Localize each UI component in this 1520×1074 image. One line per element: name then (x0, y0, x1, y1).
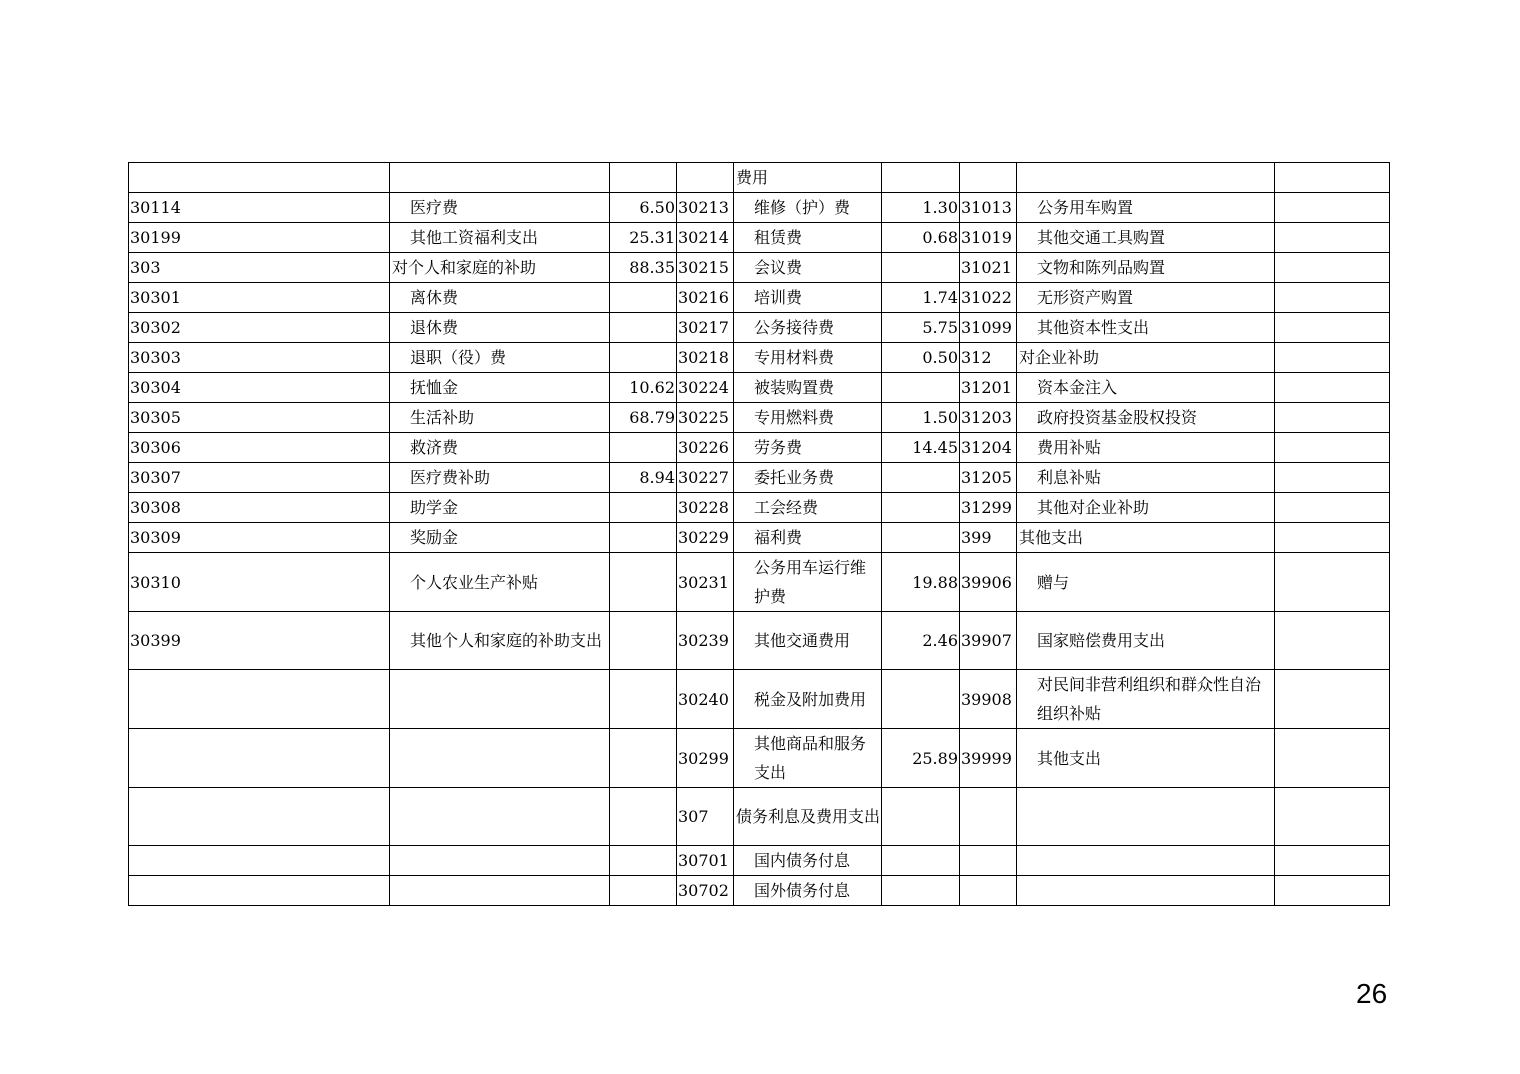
item-name-cell (1017, 788, 1275, 846)
item-name-cell: 生活补助 (390, 403, 610, 433)
table-row (129, 612, 1390, 670)
item-name-cell: 租赁费 (734, 223, 882, 253)
code-cell: 30399 (129, 612, 390, 670)
code-cell (129, 788, 390, 846)
code-cell: 39908 (960, 670, 1017, 729)
item-name-cell: 利息补贴 (1017, 463, 1275, 493)
code-cell (677, 163, 734, 193)
code-cell: 31205 (960, 463, 1017, 493)
item-name-cell: 文物和陈列品购置 (1017, 253, 1275, 283)
table-row (129, 223, 1390, 253)
item-name-cell (390, 846, 610, 876)
code-cell (960, 846, 1017, 876)
code-cell: 30308 (129, 493, 390, 523)
amount-cell (610, 729, 677, 788)
code-cell: 30239 (677, 612, 734, 670)
amount-cell (610, 846, 677, 876)
amount-cell: 1.30 (882, 193, 960, 223)
code-cell: 39999 (960, 729, 1017, 788)
code-cell: 31204 (960, 433, 1017, 463)
code-cell: 30215 (677, 253, 734, 283)
table-row (129, 846, 1390, 876)
code-cell: 307 (677, 788, 734, 846)
code-cell (960, 163, 1017, 193)
item-name-cell: 国内债务付息 (734, 846, 882, 876)
item-name-cell: 助学金 (390, 493, 610, 523)
item-name-cell: 其他交通费用 (734, 612, 882, 670)
code-cell: 30218 (677, 343, 734, 373)
code-cell: 30225 (677, 403, 734, 433)
item-name-cell: 其他支出 (1017, 729, 1275, 788)
amount-cell (882, 846, 960, 876)
code-cell: 30226 (677, 433, 734, 463)
code-cell: 30213 (677, 193, 734, 223)
item-name-cell: 赠与 (1017, 553, 1275, 612)
table-row (129, 403, 1390, 433)
item-name-cell: 公务用车运行维护费 (734, 553, 882, 612)
code-cell: 30229 (677, 523, 734, 553)
amount-cell (1275, 373, 1390, 403)
item-name-cell (390, 788, 610, 846)
item-name-cell: 抚恤金 (390, 373, 610, 403)
item-name-cell: 公务接待费 (734, 313, 882, 343)
item-name-cell: 费用补贴 (1017, 433, 1275, 463)
code-cell: 30307 (129, 463, 390, 493)
item-name-cell: 维修（护）费 (734, 193, 882, 223)
code-cell: 39906 (960, 553, 1017, 612)
code-cell: 30214 (677, 223, 734, 253)
page-number: 26 (1356, 978, 1388, 1009)
item-name-cell: 医疗费补助 (390, 463, 610, 493)
item-name-cell: 会议费 (734, 253, 882, 283)
amount-cell (882, 876, 960, 906)
item-name-cell: 公务用车购置 (1017, 193, 1275, 223)
amount-cell (610, 493, 677, 523)
table-row (129, 373, 1390, 403)
code-cell (129, 670, 390, 729)
code-cell: 30301 (129, 283, 390, 313)
amount-cell (882, 788, 960, 846)
code-cell: 31013 (960, 193, 1017, 223)
item-name-cell: 税金及附加费用 (734, 670, 882, 729)
table-row (129, 313, 1390, 343)
amount-cell: 19.88 (882, 553, 960, 612)
amount-cell (1275, 193, 1390, 223)
item-name-cell: 对企业补助 (1017, 343, 1275, 373)
code-cell: 399 (960, 523, 1017, 553)
item-name-cell: 其他工资福利支出 (390, 223, 610, 253)
item-name-cell (390, 163, 610, 193)
code-cell: 30302 (129, 313, 390, 343)
item-name-cell (1017, 846, 1275, 876)
amount-cell (610, 553, 677, 612)
item-name-cell: 专用燃料费 (734, 403, 882, 433)
code-cell: 30299 (677, 729, 734, 788)
item-name-cell: 无形资产购置 (1017, 283, 1275, 313)
code-cell (129, 876, 390, 906)
item-name-cell: 费用 (734, 163, 882, 193)
code-cell: 30702 (677, 876, 734, 906)
code-cell: 30309 (129, 523, 390, 553)
code-cell: 30227 (677, 463, 734, 493)
amount-cell (1275, 313, 1390, 343)
amount-cell (610, 313, 677, 343)
item-name-cell (390, 670, 610, 729)
amount-cell (882, 253, 960, 283)
amount-cell (1275, 729, 1390, 788)
code-cell (129, 846, 390, 876)
amount-cell (610, 523, 677, 553)
amount-cell: 14.45 (882, 433, 960, 463)
item-name-cell: 福利费 (734, 523, 882, 553)
amount-cell (1275, 788, 1390, 846)
table-row (129, 253, 1390, 283)
amount-cell (1275, 876, 1390, 906)
amount-cell (1275, 163, 1390, 193)
amount-cell (882, 373, 960, 403)
amount-cell (1275, 433, 1390, 463)
item-name-cell: 离休费 (390, 283, 610, 313)
item-name-cell: 对民间非营利组织和群众性自治组织补贴 (1017, 670, 1275, 729)
amount-cell (610, 163, 677, 193)
amount-cell: 1.50 (882, 403, 960, 433)
amount-cell: 8.94 (610, 463, 677, 493)
amount-cell (1275, 612, 1390, 670)
item-name-cell: 医疗费 (390, 193, 610, 223)
amount-cell (1275, 493, 1390, 523)
item-name-cell: 国外债务付息 (734, 876, 882, 906)
amount-cell (1275, 846, 1390, 876)
table-row (129, 463, 1390, 493)
item-name-cell: 其他支出 (1017, 523, 1275, 553)
amount-cell (610, 670, 677, 729)
item-name-cell: 其他商品和服务支出 (734, 729, 882, 788)
expenditure-table (128, 162, 1390, 906)
table-row (129, 670, 1390, 729)
amount-cell (1275, 253, 1390, 283)
item-name-cell: 资本金注入 (1017, 373, 1275, 403)
amount-cell (882, 523, 960, 553)
amount-cell: 0.68 (882, 223, 960, 253)
item-name-cell: 退休费 (390, 313, 610, 343)
code-cell: 30224 (677, 373, 734, 403)
amount-cell: 10.62 (610, 373, 677, 403)
item-name-cell: 奖励金 (390, 523, 610, 553)
item-name-cell: 个人农业生产补贴 (390, 553, 610, 612)
code-cell (129, 163, 390, 193)
amount-cell (610, 612, 677, 670)
code-cell (960, 876, 1017, 906)
table-row (129, 788, 1390, 846)
item-name-cell (390, 729, 610, 788)
item-name-cell: 其他交通工具购置 (1017, 223, 1275, 253)
item-name-cell: 国家赔偿费用支出 (1017, 612, 1275, 670)
item-name-cell: 工会经费 (734, 493, 882, 523)
item-name-cell: 其他个人和家庭的补助支出 (390, 612, 610, 670)
code-cell: 31021 (960, 253, 1017, 283)
amount-cell (1275, 463, 1390, 493)
item-name-cell: 培训费 (734, 283, 882, 313)
table-row (129, 523, 1390, 553)
table-row (129, 193, 1390, 223)
amount-cell: 25.31 (610, 223, 677, 253)
code-cell: 31299 (960, 493, 1017, 523)
code-cell: 30231 (677, 553, 734, 612)
code-cell: 30306 (129, 433, 390, 463)
item-name-cell: 劳务费 (734, 433, 882, 463)
code-cell: 30114 (129, 193, 390, 223)
amount-cell (882, 463, 960, 493)
item-name-cell: 债务利息及费用支出 (734, 788, 882, 846)
table-row (129, 433, 1390, 463)
code-cell: 30310 (129, 553, 390, 612)
code-cell (960, 788, 1017, 846)
code-cell: 31203 (960, 403, 1017, 433)
code-cell: 31201 (960, 373, 1017, 403)
item-name-cell: 其他对企业补助 (1017, 493, 1275, 523)
amount-cell (882, 163, 960, 193)
table-row (129, 493, 1390, 523)
item-name-cell: 对个人和家庭的补助 (390, 253, 610, 283)
item-name-cell: 政府投资基金股权投资 (1017, 403, 1275, 433)
amount-cell: 88.35 (610, 253, 677, 283)
amount-cell: 6.50 (610, 193, 677, 223)
item-name-cell (1017, 163, 1275, 193)
amount-cell: 0.50 (882, 343, 960, 373)
item-name-cell: 被装购置费 (734, 373, 882, 403)
amount-cell (610, 788, 677, 846)
amount-cell (610, 343, 677, 373)
amount-cell (882, 493, 960, 523)
amount-cell (1275, 343, 1390, 373)
code-cell: 31019 (960, 223, 1017, 253)
item-name-cell (1017, 876, 1275, 906)
code-cell: 39907 (960, 612, 1017, 670)
code-cell: 30216 (677, 283, 734, 313)
code-cell: 30240 (677, 670, 734, 729)
item-name-cell (390, 876, 610, 906)
code-cell: 30303 (129, 343, 390, 373)
table-row (129, 553, 1390, 612)
amount-cell: 25.89 (882, 729, 960, 788)
code-cell: 30701 (677, 846, 734, 876)
amount-cell (1275, 283, 1390, 313)
item-name-cell: 救济费 (390, 433, 610, 463)
code-cell (129, 729, 390, 788)
table-row (129, 729, 1390, 788)
item-name-cell: 退职（役）费 (390, 343, 610, 373)
amount-cell (610, 283, 677, 313)
amount-cell: 68.79 (610, 403, 677, 433)
table-row (129, 343, 1390, 373)
code-cell: 30228 (677, 493, 734, 523)
amount-cell: 2.46 (882, 612, 960, 670)
code-cell: 312 (960, 343, 1017, 373)
code-cell: 30304 (129, 373, 390, 403)
item-name-cell: 其他资本性支出 (1017, 313, 1275, 343)
amount-cell (610, 433, 677, 463)
table-row (129, 283, 1390, 313)
amount-cell: 1.74 (882, 283, 960, 313)
amount-cell (1275, 403, 1390, 433)
amount-cell (1275, 223, 1390, 253)
amount-cell (1275, 670, 1390, 729)
table-row (129, 163, 1390, 193)
amount-cell (1275, 553, 1390, 612)
amount-cell (610, 876, 677, 906)
code-cell: 31022 (960, 283, 1017, 313)
code-cell: 30217 (677, 313, 734, 343)
amount-cell (1275, 523, 1390, 553)
code-cell: 30305 (129, 403, 390, 433)
code-cell: 31099 (960, 313, 1017, 343)
table-row (129, 876, 1390, 906)
item-name-cell: 专用材料费 (734, 343, 882, 373)
code-cell: 303 (129, 253, 390, 283)
amount-cell: 5.75 (882, 313, 960, 343)
code-cell: 30199 (129, 223, 390, 253)
item-name-cell: 委托业务费 (734, 463, 882, 493)
amount-cell (882, 670, 960, 729)
